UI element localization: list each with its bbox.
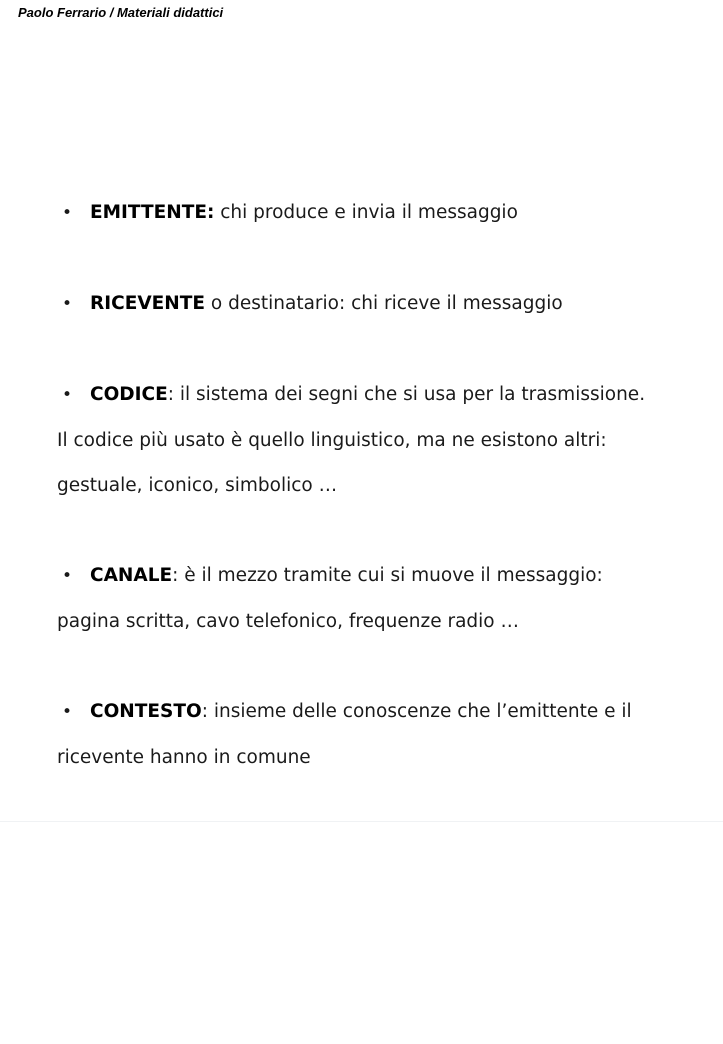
bullet-item-codice: [57, 372, 697, 508]
bullet-text-continuation: gestuale, iconico, simbolico …: [57, 475, 338, 496]
bullet-label: CODICE: [90, 384, 168, 405]
bullet-item-emittente: [57, 190, 697, 236]
bullet-text-continuation: pagina scritta, cavo telefonico, frequenze radio …: [57, 611, 519, 632]
bullet-item-contesto: [57, 689, 697, 780]
bullet-dot: •: [62, 566, 73, 586]
bullet-line: [57, 281, 697, 327]
bullet-label: RICEVENTE: [90, 293, 206, 314]
bullet-dot: •: [62, 385, 73, 405]
bullet-text: : insieme delle conoscenze che l’emittente e il: [201, 701, 632, 722]
bullet-text: chi produce e invia il messaggio: [214, 202, 518, 223]
bullet-label: CANALE: [90, 565, 173, 586]
bullet-text-continuation: Il codice più usato è quello linguistico, ma ne esistono altri:: [57, 430, 607, 451]
bullet-line: [57, 372, 697, 418]
bullet-list: [57, 190, 697, 825]
bullet-dot: •: [62, 294, 73, 314]
bullet-line: [57, 689, 697, 735]
bullet-label: EMITTENTE:: [90, 202, 215, 223]
bullet-text: o destinatario: chi riceve il messaggio: [205, 293, 563, 314]
bullet-text: : il sistema dei segni che si usa per la trasmissione.: [167, 384, 646, 405]
page-divider: [0, 821, 723, 822]
bullet-dot: •: [62, 203, 73, 223]
bullet-text-continuation: ricevente hanno in comune: [57, 747, 311, 768]
bullet-label: CONTESTO: [90, 701, 202, 722]
page-header: Paolo Ferrario / Materiali didattici: [18, 5, 224, 20]
bullet-text: : è il mezzo tramite cui si muove il messaggio:: [172, 565, 603, 586]
bullet-item-canale: [57, 553, 697, 644]
bullet-line: [57, 190, 697, 236]
bullet-item-ricevente: [57, 281, 697, 327]
bullet-line: [57, 553, 697, 599]
bullet-dot: •: [62, 702, 73, 722]
